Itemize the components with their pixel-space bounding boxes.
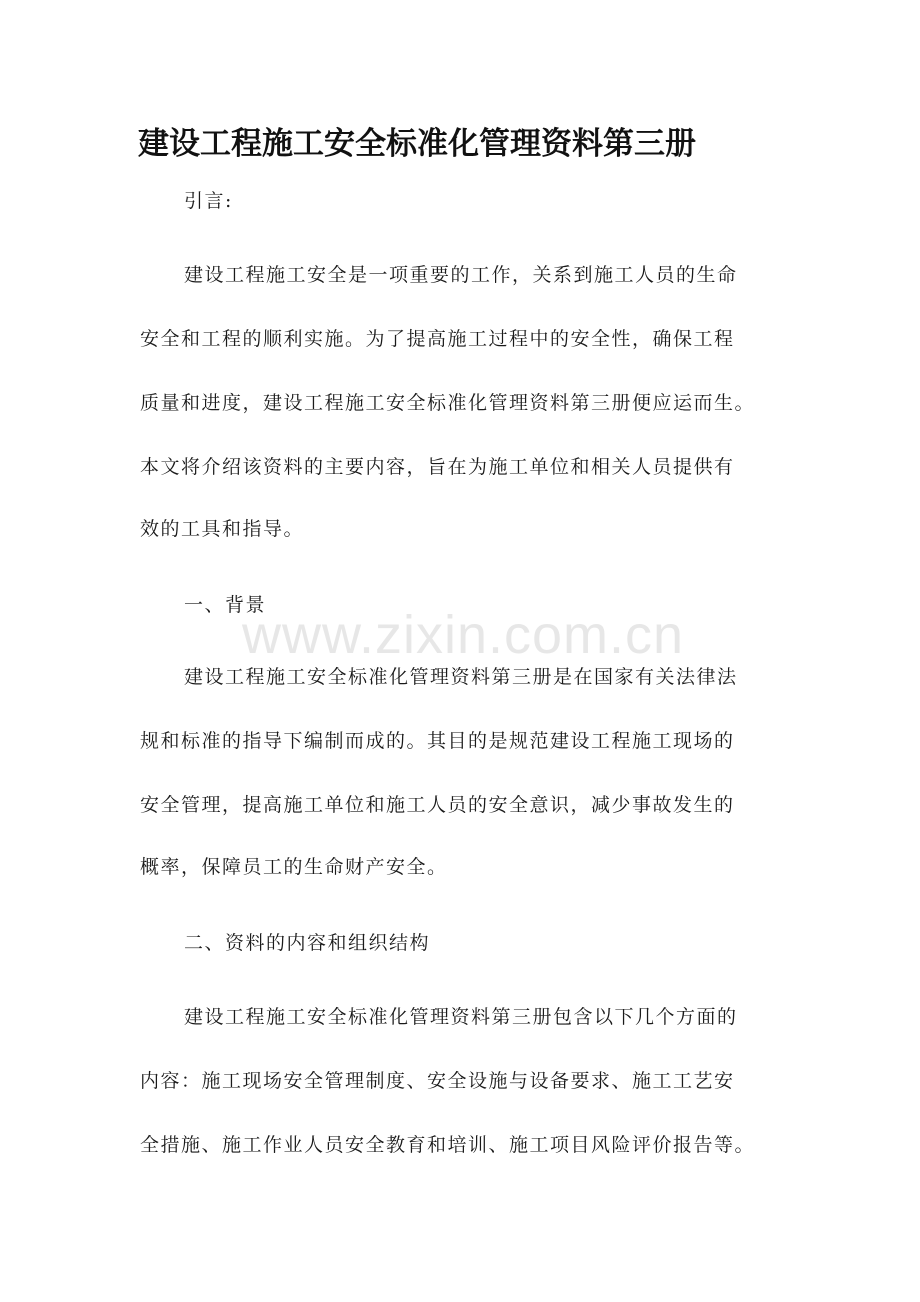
watermark-text: www.zixin.com.cn <box>241 605 685 665</box>
intro-line-1: 建设工程施工安全是一项重要的工作，关系到施工人员的生命 <box>184 264 738 286</box>
document-title: 建设工程施工安全标准化管理资料第三册 <box>138 126 696 162</box>
intro-line-3: 质量和进度，建设工程施工安全标准化管理资料第三册便应运而生。 <box>140 392 756 414</box>
section1-line-3: 安全管理，提高施工单位和施工人员的安全意识，减少事故发生的 <box>140 794 735 816</box>
section2-heading: 二、资料的内容和组织结构 <box>184 932 431 954</box>
intro-line-5: 效的工具和指导。 <box>140 518 305 540</box>
section1-heading: 一、背景 <box>184 594 267 616</box>
section1-line-4: 概率，保障员工的生命财产安全。 <box>140 856 448 878</box>
intro-line-2: 安全和工程的顺利实施。为了提高施工过程中的安全性，确保工程 <box>140 328 735 350</box>
section1-line-2: 规和标准的指导下编制而成的。其目的是规范建设工程施工现场的 <box>140 730 735 752</box>
section1-line-1: 建设工程施工安全标准化管理资料第三册是在国家有关法律法 <box>184 666 738 688</box>
section2-line-3: 全措施、施工作业人员安全教育和培训、施工项目风险评价报告等。 <box>140 1134 756 1156</box>
section2-line-1: 建设工程施工安全标准化管理资料第三册包含以下几个方面的 <box>184 1006 738 1028</box>
intro-heading: 引言: <box>184 190 233 212</box>
intro-line-4: 本文将介绍该资料的主要内容，旨在为施工单位和相关人员提供有 <box>140 456 735 478</box>
section2-line-2: 内容：施工现场安全管理制度、安全设施与设备要求、施工工艺安 <box>140 1070 735 1092</box>
